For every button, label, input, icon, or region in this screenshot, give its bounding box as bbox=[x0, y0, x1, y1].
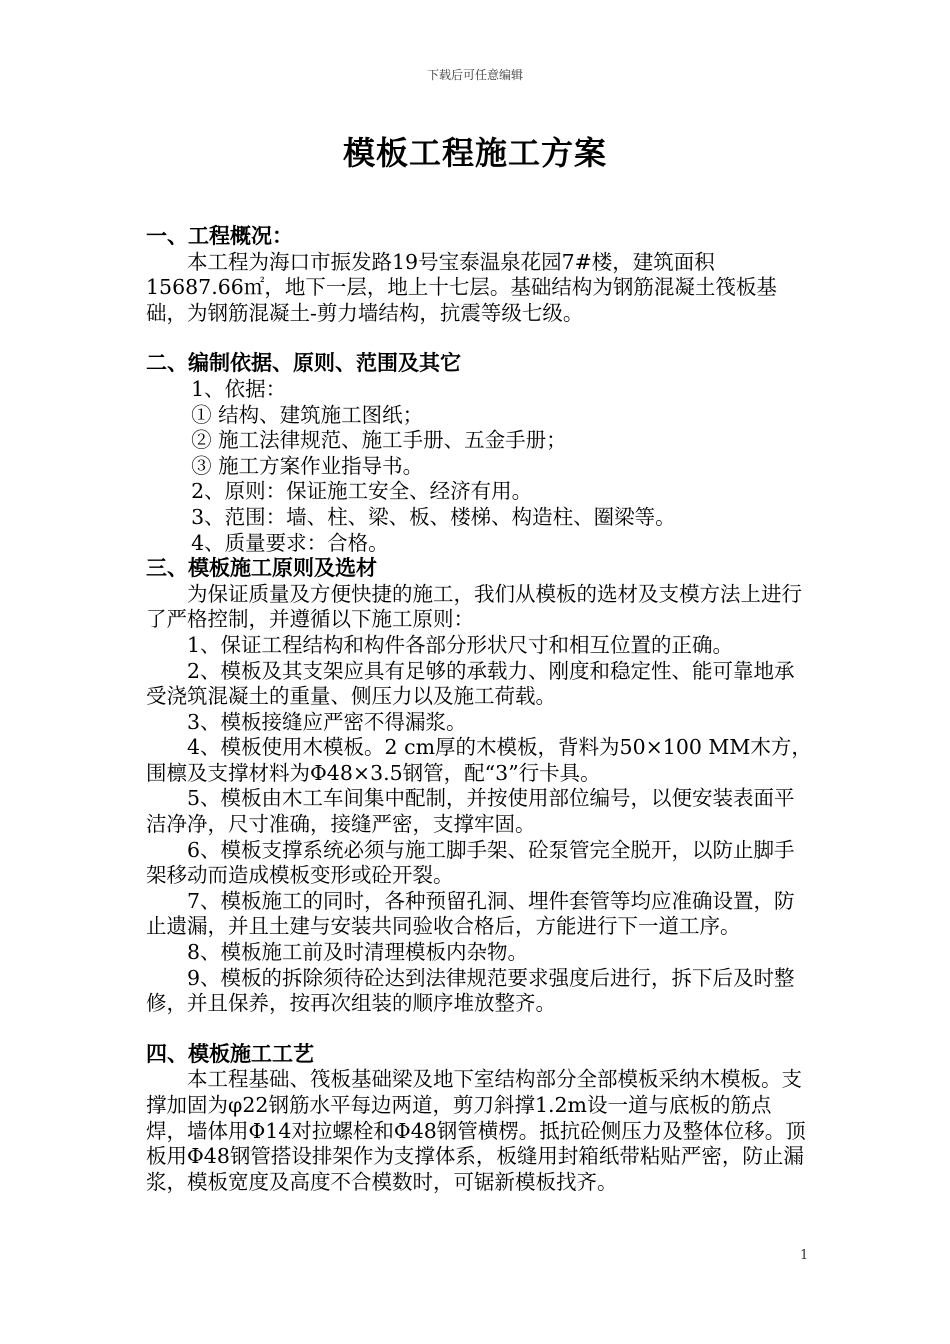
section-paragraph: 3、模板接缝应严密不得漏浆。 bbox=[187, 709, 467, 734]
section-heading: 二、编制依据、原则、范围及其它 bbox=[146, 351, 461, 376]
list-item: ② 施工法律规范、施工手册、五金手册； bbox=[191, 428, 567, 453]
section-paragraph: 1、保证工程结构和构件各部分形状尺寸和相互位置的正确。 bbox=[187, 632, 734, 657]
list-item: ① 结构、建筑施工图纸； bbox=[191, 402, 424, 427]
section-paragraph: 4、模板使用木模板。2 cm厚的木模板，背料为50×100 MM木方，围檩及支撑材料为Φ48×3.5钢管，配“3”行卡具。 bbox=[146, 735, 812, 785]
list-item: 1、依据： bbox=[191, 376, 287, 401]
section-heading: 一、工程概况： bbox=[146, 224, 293, 248]
document-body bbox=[146, 224, 812, 1195]
list-item: ③ 施工方案作业指导书。 bbox=[191, 453, 424, 478]
section-heading: 三、模板施工原则及选材 bbox=[146, 556, 377, 581]
list-item: 4、质量要求：合格。 bbox=[191, 530, 389, 555]
section-heading: 四、模板施工工艺 bbox=[146, 1041, 314, 1066]
section-paragraph: 本工程基础、筏板基础梁及地下室结构部分全部模板采纳木模板。支撑加固为φ22钢筋水平每边两道，剪刀斜撑1.2m设一道与底板的筋点焊，墙体用Φ14对拉螺栓和Φ48钢管横楞。抵抗砼侧压力及整体位移。顶板用Φ48钢管搭设排架作为支撑体系，板缝用封箱纸带粘贴严密，防止漏浆，模板宽度及高度不合模数时，可锯新模板找齐。 bbox=[146, 1067, 806, 1194]
list-item: 2、原则：保证施工安全、经济有用。 bbox=[191, 479, 533, 504]
section-paragraph: 7、模板施工的同时，各种预留孔洞、埋件套管等均应准确设置，防止遗漏，并且土建与安装共同验收合格后，方能进行下一道工序。 bbox=[146, 888, 795, 939]
section-paragraph: 2、模板及其支架应具有足够的承载力、刚度和稳定性、能可靠地承受浇筑混凝土的重量、侧压力以及施工荷载。 bbox=[146, 658, 795, 709]
list-item: 3、范围：墙、柱、梁、板、楼梯、构造柱、圈梁等。 bbox=[191, 504, 676, 529]
section-paragraph: 8、模板施工前及时清理模板内杂物。 bbox=[187, 940, 529, 965]
page-number: 1 bbox=[800, 1248, 809, 1263]
section-paragraph: 本工程为海口市振发路19号宝泰温泉花园7#楼，建筑面积15687.66㎡，地下一层，地上十七层。基础结构为钢筋混凝土筏板基础，为钢筋混凝土-剪力墙结构，抗震等级七级。 bbox=[146, 249, 777, 325]
section-paragraph: 为保证质量及方便快捷的施工，我们从模板的选材及支模方法上进行了严格控制，并遵循以下施工原则： bbox=[146, 581, 802, 632]
section-paragraph: 9、模板的拆除须待砼达到法律规范要求强度后进行，拆下后及时整修，并且保养，按再次组装的顺序堆放整齐。 bbox=[146, 965, 795, 1016]
document-title: 模板工程施工方案 bbox=[342, 134, 607, 172]
header-note: 下载后可任意编辑 bbox=[426, 68, 523, 82]
section-paragraph: 6、模板支撑系统必须与施工脚手架、砼泵管完全脱开，以防止脚手架移动而造成模板变形或砼开裂。 bbox=[146, 837, 795, 888]
section-paragraph: 5、模板由木工车间集中配制，并按使用部位编号，以便安装表面平洁净净，尺寸准确，接缝严密，支撑牢固。 bbox=[146, 786, 795, 837]
